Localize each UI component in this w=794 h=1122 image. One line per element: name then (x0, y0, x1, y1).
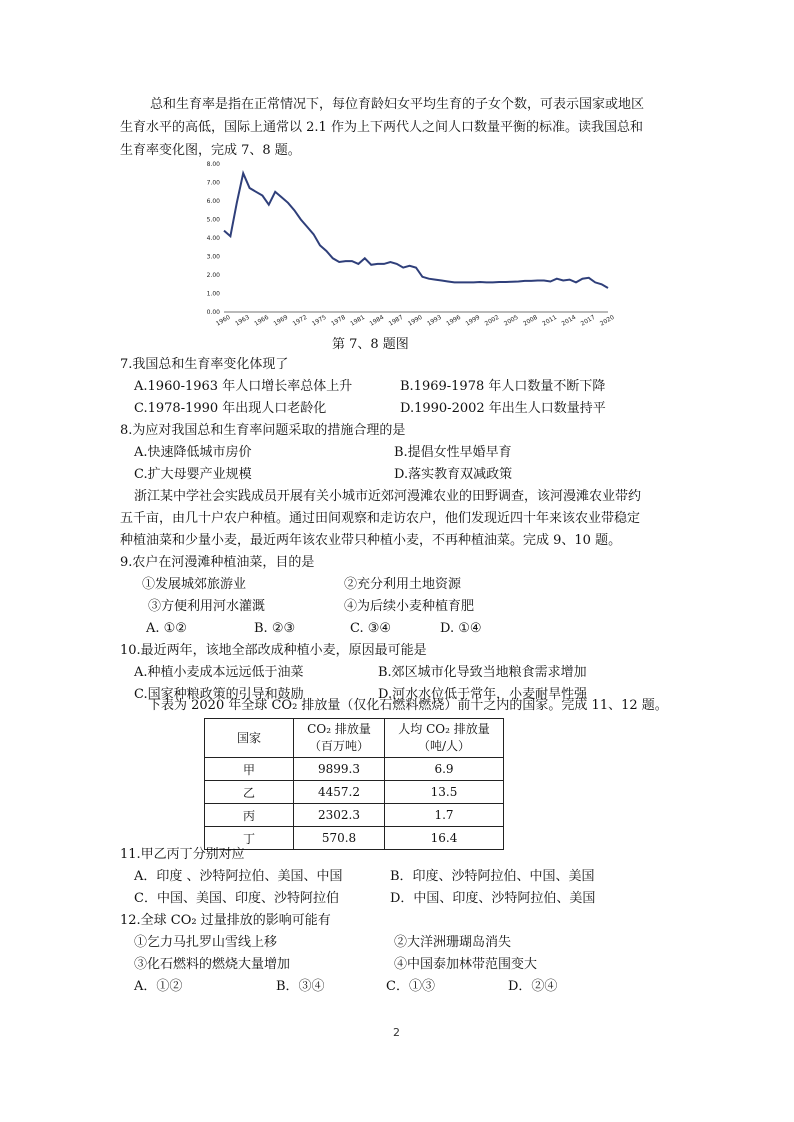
y-tick-label: 3.00 (206, 253, 220, 261)
y-tick-label: 0.00 (206, 309, 220, 316)
y-tick-label: 7.00 (206, 179, 220, 187)
x-tick-label: 1975 (310, 313, 328, 328)
intro-paragraph-1-line-1: 总和生育率是指在正常情况下，每位育龄妇女平均生育的子女个数，可表示国家或地区 (150, 97, 645, 112)
question-8-stem: 8.为应对我国总和生育率问题采取的措施合理的是 (120, 423, 406, 438)
question-9-statement-1: ①发展城郊旅游业 (142, 577, 247, 592)
question-10-option-d: D.河水水位低于常年，小麦耐旱性强 (378, 687, 588, 702)
table-row (205, 781, 504, 804)
question-8-option-d: D.落实教育双减政策 (394, 467, 513, 482)
question-9-statement-3: ③方便利用河水灌溉 (148, 599, 266, 614)
page-number: 2 (393, 1026, 400, 1039)
x-tick-label: 1969 (272, 313, 290, 328)
question-12-statement-4: ④中国泰加林带范围变大 (394, 957, 538, 972)
table-header-row (205, 719, 504, 758)
x-tick-label: 2014 (560, 313, 578, 328)
x-tick-label: 1999 (464, 313, 482, 328)
intro-paragraph-2-line-1: 浙江某中学社会实践成员开展有关小城市近郊河漫滩农业的田野调查，该河漫滩农业带约 (134, 489, 642, 504)
y-tick-label: 4.00 (206, 235, 220, 242)
table-cell-country: 丙 (205, 804, 294, 827)
question-7-option-c: C.1978-1990 年出现人口老龄化 (134, 401, 327, 416)
x-tick-label: 1963 (234, 313, 251, 328)
x-tick-label: 2008 (522, 313, 539, 328)
question-11-option-a: A．印度 、沙特阿拉伯、美国、中国 (134, 869, 343, 884)
intro-paragraph-1-line-2: 生育水平的高低，国际上通常以 2.1 作为上下两代人之间人口数量平衡的标准。读我国总和 (120, 120, 643, 135)
question-12-option-b: B．③④ (276, 979, 325, 994)
question-10-option-c: C.国家种粮政策的引导和鼓励 (134, 687, 304, 702)
question-11-option-b: B．印度、沙特阿拉伯、中国、美国 (390, 869, 595, 884)
x-tick-label: 2020 (598, 313, 616, 328)
table-cell-per-capita: 13.5 (385, 781, 504, 804)
question-8-option-a: A.快速降低城市房价 (134, 445, 252, 460)
table-cell-total: 9899.3 (294, 758, 385, 781)
question-12-option-d: D．②④ (508, 979, 558, 994)
x-tick-label: 2017 (579, 313, 597, 328)
question-8-option-b: B.提倡女性早婚早育 (394, 445, 512, 460)
question-7-option-b: B.1969-1978 年人口数量不断下降 (400, 379, 606, 394)
x-tick-label: 1987 (387, 313, 405, 328)
table-cell-country: 甲 (205, 758, 294, 781)
table-header-total-emission: CO₂ 排放量 （百万吨） (294, 719, 385, 758)
intro-paragraph-2-line-3: 种植油菜和少量小麦，最近两年该农业带只种植小麦，不再种植油菜。完成 9、10 题。 (120, 533, 622, 548)
table-cell-country: 乙 (205, 781, 294, 804)
table-header-per-capita-emission: 人均 CO₂ 排放量 （吨/人） (385, 719, 504, 758)
table-cell-total: 4457.2 (294, 781, 385, 804)
y-tick-label: 6.00 (206, 198, 220, 205)
x-tick-label: 1993 (426, 313, 443, 328)
table-row (205, 758, 504, 781)
table-cell-total: 570.8 (294, 827, 385, 850)
y-tick-label: 5.00 (206, 216, 220, 224)
question-10-stem: 10.最近两年，该地全部改成种植小麦，原因最可能是 (120, 643, 427, 658)
question-12-stem: 12.全球 CO₂ 过量排放的影响可能有 (120, 913, 331, 928)
x-tick-label: 1990 (406, 313, 424, 328)
question-10-option-a: A.种植小麦成本远远低于油菜 (134, 665, 304, 680)
x-tick-label: 1984 (368, 313, 386, 328)
x-tick-label: 2011 (541, 313, 559, 328)
table-cell-total: 2302.3 (294, 804, 385, 827)
question-8-option-c: C.扩大母婴产业规模 (134, 467, 252, 482)
fertility-rate-chart (196, 160, 626, 335)
intro-paragraph-3: 下表为 2020 年全球 CO₂ 排放量（仅化石燃料燃烧）前十之内的国家。完成 11、12 题。 (148, 698, 668, 713)
question-10-option-b: B.郊区城市化导致当地粮食需求增加 (378, 665, 587, 680)
table-row (205, 827, 504, 850)
question-11-option-c: C．中国、美国、印度、沙特阿拉伯 (134, 891, 339, 906)
co2-emission-table (204, 718, 504, 850)
table-row (205, 804, 504, 827)
question-9-stem: 9.农户在河漫滩种植油菜，目的是 (120, 555, 315, 570)
x-tick-label: 2005 (502, 313, 520, 328)
question-9-option-c: C. ③④ (350, 621, 392, 636)
table-cell-per-capita: 1.7 (385, 804, 504, 827)
question-12-statement-1: ①乞力马扎罗山雪线上移 (134, 935, 278, 950)
question-9-statement-4: ④为后续小麦种植育肥 (344, 599, 475, 614)
question-9-option-a: A. ①② (146, 621, 187, 636)
question-7-option-d: D.1990-2002 年出生人口数量持平 (400, 401, 606, 416)
intro-paragraph-1-line-3: 生育率变化图，完成 7、8 题。 (120, 143, 301, 158)
question-12-statement-2: ②大洋洲珊瑚岛消失 (394, 935, 512, 950)
x-tick-label: 1981 (349, 313, 367, 328)
fertility-rate-series-line (224, 173, 608, 288)
table-cell-per-capita: 16.4 (385, 827, 504, 850)
x-tick-label: 1960 (214, 313, 232, 328)
question-7-stem: 7.我国总和生育率变化体现了 (120, 357, 289, 372)
table-header-country: 国家 (205, 719, 294, 758)
question-7-option-a: A.1960-1963 年人口增长率总体上升 (134, 379, 353, 394)
table-cell-per-capita: 6.9 (385, 758, 504, 781)
x-tick-label: 1978 (330, 313, 347, 328)
question-11-option-d: D．中国、印度、沙特阿拉伯、美国 (390, 891, 596, 906)
x-tick-label: 1966 (253, 313, 271, 328)
x-tick-label: 2002 (483, 313, 501, 328)
chart-caption: 第 7、8 题图 (332, 337, 409, 352)
x-tick-label: 1972 (291, 313, 309, 328)
question-9-option-b: B. ②③ (254, 621, 296, 636)
table-cell-country: 丁 (205, 827, 294, 850)
question-12-statement-3: ③化石燃料的燃烧大量增加 (134, 957, 291, 972)
x-tick-label: 1996 (445, 313, 463, 328)
question-12-option-a: A．①② (134, 979, 183, 994)
y-tick-label: 1.00 (206, 290, 220, 298)
question-9-statement-2: ②充分利用土地资源 (344, 577, 462, 592)
question-9-option-d: D. ①④ (440, 621, 482, 636)
y-tick-label: 2.00 (206, 272, 220, 279)
intro-paragraph-2-line-2: 五千亩，由几十户农户种植。通过田间观察和走访农户，他们发现近四十年来该农业带稳定 (120, 511, 641, 526)
y-tick-label: 8.00 (206, 161, 220, 168)
question-11-stem: 11.甲乙丙丁分别对应 (120, 847, 245, 862)
question-12-option-c: C．①③ (386, 979, 435, 994)
